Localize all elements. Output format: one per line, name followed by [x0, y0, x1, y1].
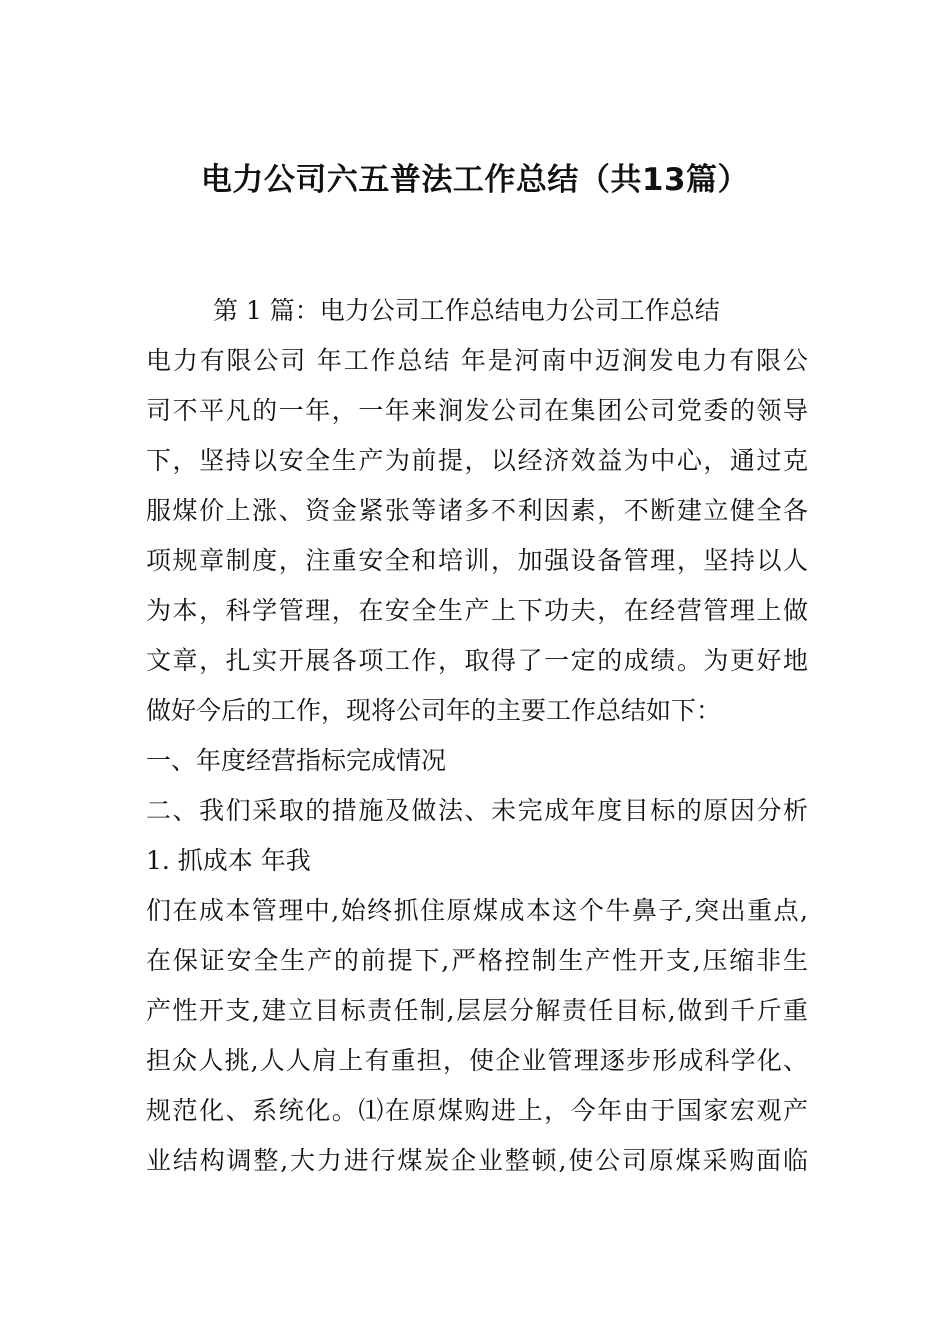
- paragraph-line: 项规章制度，注重安全和培训，加强设备管理，坚持以人: [146, 546, 808, 575]
- list-heading: 一、年度经营指标完成情况: [146, 746, 447, 775]
- list-heading: 1. 抓成本 年我: [146, 846, 311, 875]
- paragraph-line: 业结构调整,大力进行煤炭企业整顿,使公司原煤采购面临: [146, 1146, 808, 1175]
- paragraph-line: 规范化、系统化。⑴在原煤购进上，今年由于国家宏观产: [146, 1096, 808, 1125]
- paragraph-line: 担众人挑,人人肩上有重担，使企业管理逐步形成科学化、: [146, 1046, 808, 1075]
- paragraph-line: 做好今后的工作，现将公司年的主要工作总结如下：: [146, 696, 722, 725]
- paragraph-line: 电力有限公司 年工作总结 年是河南中迈涧发电力有限公: [146, 346, 808, 375]
- paragraph-line: 为本，科学管理，在安全生产上下功夫，在经营管理上做: [146, 596, 808, 625]
- list-heading: 二、我们采取的措施及做法、未完成年度目标的原因分析: [146, 796, 808, 825]
- paragraph-line: 司不平凡的一年，一年来涧发公司在集团公司党委的领导: [146, 396, 808, 425]
- document-title: 电力公司六五普法工作总结（共13篇）: [200, 162, 750, 198]
- paragraph-line: 文章，扎实开展各项工作，取得了一定的成绩。为更好地: [146, 646, 808, 675]
- section-heading: 第 1 篇：电力公司工作总结电力公司工作总结: [213, 296, 720, 325]
- document-body: [146, 286, 808, 1186]
- paragraph-line: 服煤价上涨、资金紧张等诸多不利因素，不断建立健全各: [146, 496, 808, 525]
- paragraph-line: 在保证安全生产的前提下,严格控制生产性开支,压缩非生: [146, 946, 808, 975]
- paragraph-line: 们在成本管理中,始终抓住原煤成本这个牛鼻子,突出重点,: [146, 896, 808, 925]
- paragraph-line: 产性开支,建立目标责任制,层层分解责任目标,做到千斤重: [146, 996, 808, 1025]
- paragraph-line: 下，坚持以安全生产为前提，以经济效益为中心，通过克: [146, 446, 808, 475]
